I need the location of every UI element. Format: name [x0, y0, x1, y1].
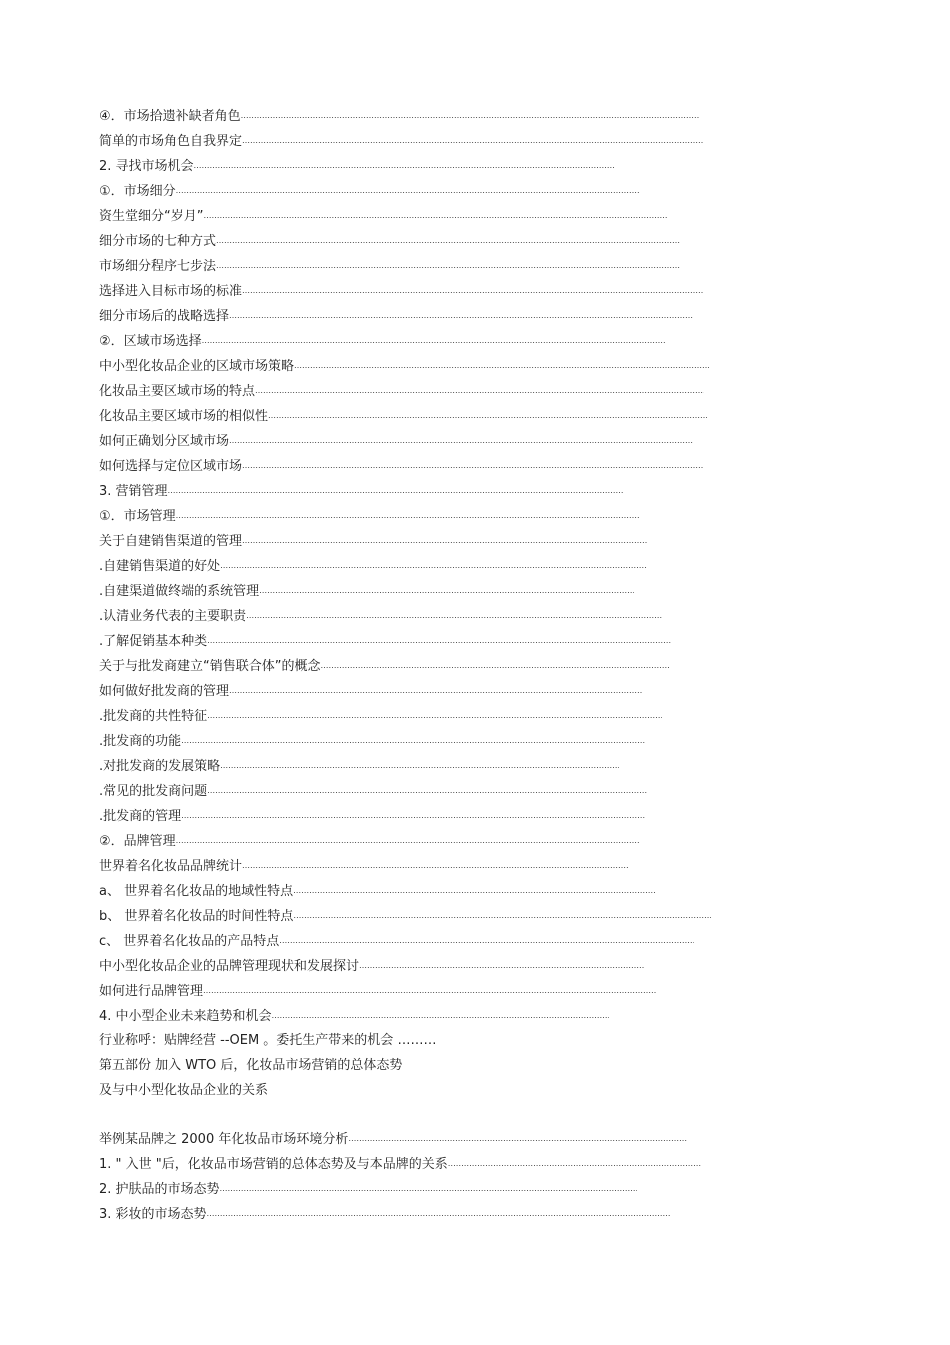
- toc-line-text: 如何做好批发商的管理: [99, 684, 230, 699]
- toc-line-text: 如何进行品牌管理: [99, 984, 204, 999]
- toc-line: [99, 256, 699, 278]
- toc-line: [99, 356, 709, 378]
- toc-line-text: 细分市场的七种方式: [99, 234, 217, 249]
- toc-line-text: 3. 营销管理: [99, 484, 168, 499]
- toc-line-text: ②．品牌管理: [99, 834, 176, 849]
- toc-line-text: 4. 中小型企业未来趋势和机会: [99, 1009, 272, 1024]
- toc-line: [99, 1080, 268, 1102]
- toc-line: [99, 681, 642, 703]
- toc-line: [99, 281, 704, 303]
- toc-line-text: ①．市场细分: [99, 184, 176, 199]
- toc-line-text: 关于与批发商建立“销售联合体”的概念: [99, 659, 321, 674]
- toc-line: [99, 106, 699, 128]
- toc-line-text: 中小型化妆品企业的区域市场策略: [99, 359, 295, 374]
- toc-line: [99, 906, 711, 928]
- toc-line-text: .认清业务代表的主要职责: [99, 609, 247, 624]
- toc-line: [99, 231, 699, 253]
- toc-line: [99, 631, 676, 653]
- toc-line: [99, 931, 694, 953]
- toc-line: [99, 556, 647, 578]
- toc-line: [99, 1055, 402, 1077]
- toc-line-text: ④．市场拾遗补缺者角色: [99, 109, 241, 124]
- toc-line: [99, 1204, 679, 1226]
- toc-line: [99, 756, 619, 778]
- toc-line: [99, 1006, 609, 1028]
- toc-line-text: b、 世界着名化妆品的时间性特点: [99, 909, 294, 924]
- toc-line-text: .了解促销基本种类: [99, 634, 208, 649]
- toc-line-text: 化妆品主要区域市场的相似性: [99, 409, 269, 424]
- toc-line-text: 细分市场后的战略选择: [99, 309, 230, 324]
- toc-line: [99, 181, 689, 203]
- toc-line-text: 中小型化妆品企业的品牌管理现状和发展探讨: [99, 959, 360, 974]
- toc-line: [99, 581, 634, 603]
- toc-line-text: 3. 彩妆的市场态势: [99, 1207, 207, 1222]
- toc-line: [99, 456, 704, 478]
- toc-line-text: 如何选择与定位区域市场: [99, 459, 243, 474]
- toc-line: [99, 506, 689, 528]
- toc-line-text: 1. " 入世 "后，化妆品市场营销的总体态势及与本品牌的关系: [99, 1157, 448, 1172]
- toc-line-text: 世界着名化妆品品牌统计: [99, 859, 243, 874]
- toc-line-text: 2. 护肤品的市场态势: [99, 1182, 220, 1197]
- toc-line: [99, 306, 699, 328]
- toc-line-text: 第五部份 加入 WTO 后，化妆品市场营销的总体态势: [99, 1058, 403, 1073]
- toc-line-text: .批发商的管理: [99, 809, 182, 824]
- toc-line: [99, 731, 662, 753]
- toc-line: [99, 1030, 436, 1052]
- toc-line: [99, 531, 647, 553]
- toc-line: [99, 406, 707, 428]
- toc-line: [99, 981, 656, 1003]
- toc-line-text: .常见的批发商问题: [99, 784, 208, 799]
- toc-line: [99, 206, 699, 228]
- toc-line-text: .自建渠道做终端的系统管理: [99, 584, 260, 599]
- toc-line-text: 如何正确划分区域市场: [99, 434, 230, 449]
- toc-line-text: .批发商的功能: [99, 734, 182, 749]
- toc-line-text: 及与中小型化妆品企业的关系: [99, 1083, 269, 1098]
- toc-line-text: 行业称呼：贴牌经营 --OEM 。委托生产带来的机会 ………: [99, 1033, 437, 1048]
- toc-line: [99, 606, 662, 628]
- toc-line: [99, 481, 624, 503]
- toc-line: [99, 806, 676, 828]
- toc-line: [99, 956, 644, 978]
- toc-line-text: .对批发商的发展策略: [99, 759, 221, 774]
- toc-line-text: .批发商的共性特征: [99, 709, 208, 724]
- toc-line-text: 市场细分程序七步法: [99, 259, 217, 274]
- toc-line: [99, 831, 674, 853]
- toc-line: [99, 1129, 687, 1151]
- toc-line-text: 关于自建销售渠道的管理: [99, 534, 243, 549]
- toc-line: [99, 881, 655, 903]
- toc-line-text: 化妆品主要区域市场的特点: [99, 384, 256, 399]
- toc-line-text: 2. 寻找市场机会: [99, 159, 194, 174]
- toc-line-text: ②．区域市场选择: [99, 334, 202, 349]
- toc-line: [99, 331, 689, 353]
- toc-line: [99, 381, 704, 403]
- toc-line-text: 简单的市场角色自我界定: [99, 134, 243, 149]
- toc-line-text: ①．市场管理: [99, 509, 176, 524]
- toc-line: [99, 781, 647, 803]
- toc-line: [99, 656, 669, 678]
- toc-line-text: 选择进入目标市场的标准: [99, 284, 243, 299]
- toc-line: [99, 856, 629, 878]
- toc-line: [99, 1179, 637, 1201]
- toc-line-text: 举例某品牌之 2000 年化妆品市场环境分析: [99, 1132, 349, 1147]
- toc-line: [99, 156, 614, 178]
- toc-line-text: .自建销售渠道的好处: [99, 559, 221, 574]
- toc-line: [99, 1154, 702, 1176]
- toc-line-text: a、 世界着名化妆品的地域性特点: [99, 884, 294, 899]
- toc-line: [99, 706, 662, 728]
- toc-line: [99, 131, 704, 153]
- toc-line: [99, 431, 699, 453]
- toc-line-text: 资生堂细分“岁月”: [99, 209, 204, 224]
- toc-line-text: c、 世界着名化妆品的产品特点: [99, 934, 280, 949]
